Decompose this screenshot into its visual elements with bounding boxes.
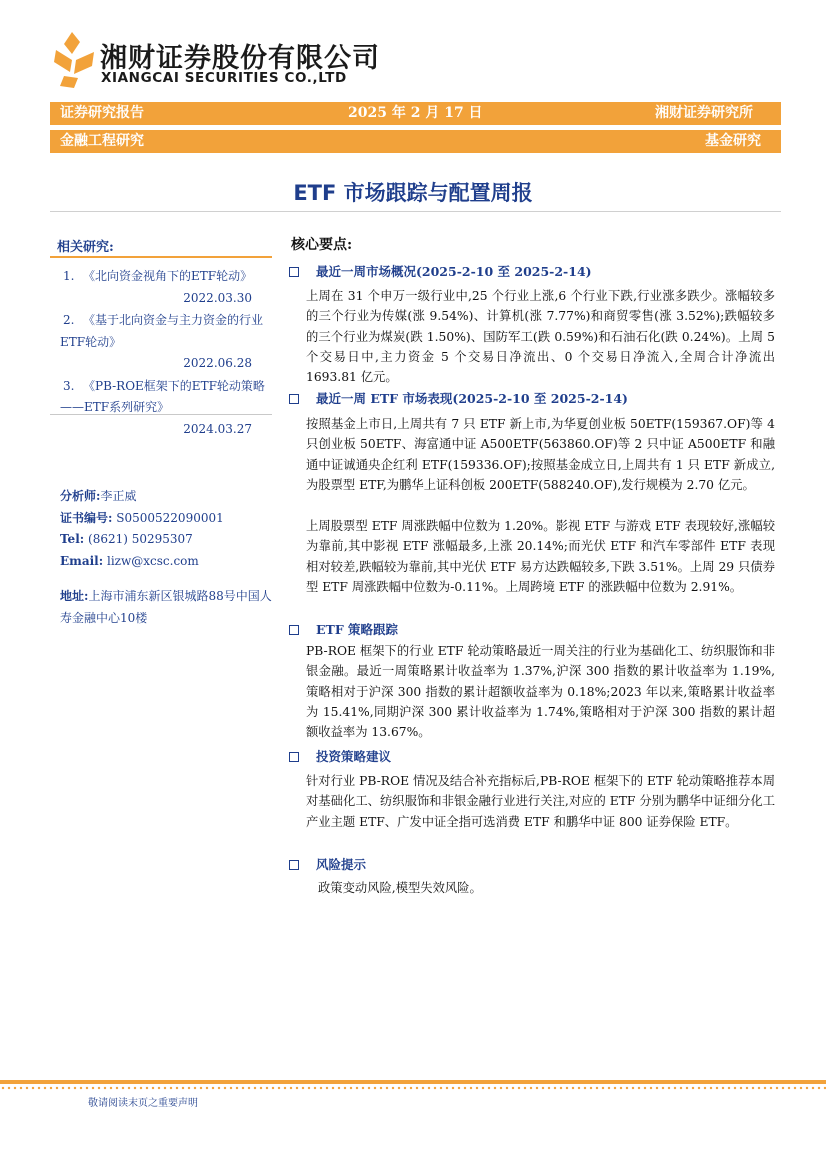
related-item-number: 1. (63, 269, 75, 283)
related-item-title: 《基于北向资金与主力资金的行业ETF轮动》 (60, 313, 264, 349)
address-label: 地址: (60, 589, 89, 603)
section-heading (289, 747, 391, 765)
tel-value: (8621) 50295307 (88, 532, 193, 546)
checkbox-bullet-icon (289, 394, 299, 404)
related-item-title: 《PB-ROE框架下的ETF轮动策略——ETF系列研究》 (60, 378, 265, 414)
section-paragraph: 上周股票型 ETF 周涨跌幅中位数为 1.20%。影视 ETF 与游戏 ETF 表现较好,涨幅较为靠前,其中影视 ETF 涨幅最多,上涨 20.14%;而光伏 ETF 和汽车零部件 ETF 表现相对较差,跌幅较为靠前,其中光伏 ETF 易方达跌幅较多,下跌 3.51%。上周 29 只债券型 ETF 周涨跌幅中位数为-0.11%。上周跨境 ETF 的涨跌幅中位数为 2.91%。 (306, 519, 775, 594)
section-paragraph: 政策变动风险,模型失效风险。 (318, 881, 482, 895)
title-divider (50, 211, 781, 212)
section-heading (289, 620, 398, 638)
footer-bar (0, 1080, 826, 1084)
checkbox-bullet-icon (289, 752, 299, 762)
list-item[interactable] (60, 266, 272, 309)
checkbox-bullet-icon (289, 625, 299, 635)
research-institute: 湘财证券研究所 (655, 105, 753, 121)
section-heading-text: 投资策略建议 (316, 749, 392, 764)
company-name-cn: 湘财证券股份有限公司 (100, 43, 380, 74)
related-item-title: 《北向资金视角下的ETF轮动》 (83, 269, 253, 283)
section-paragraph: 针对行业 PB-ROE 情况及结合补充指标后,PB-ROE 框架下的 ETF 轮动策略推荐本周对基础化工、纺织服饰和非银金融行业进行关注,对应的 ETF 分别为鹏华中证细分化工产业主题 ETF、广发中证全指可选消费 ETF 和鹏华中证 800 证券保险 ETF。 (306, 774, 775, 829)
related-item-date: 2022.06.28 (183, 356, 252, 370)
section-heading-text: 最近一周市场概况(2025-2-10 至 2025-2-14) (316, 264, 592, 279)
core-points-heading: 核心要点: (291, 237, 353, 253)
report-category: 金融工程研究 (60, 133, 144, 149)
company-logo-mark-icon (50, 30, 98, 88)
section-heading (289, 855, 366, 873)
analyst-label: 分析师: (60, 489, 101, 503)
section-heading (289, 389, 628, 407)
analyst-name: 李正威 (100, 489, 137, 503)
analyst-info (60, 486, 275, 629)
cert-value: S0500522090001 (116, 510, 224, 525)
related-item-number: 3. (63, 378, 75, 393)
section-heading-text: ETF 策略跟踪 (316, 622, 399, 637)
tel-label: Tel: (60, 532, 85, 546)
header-bar-top (50, 102, 781, 125)
footer-dot-pattern (0, 1085, 826, 1091)
related-research-heading: 相关研究: (57, 240, 114, 255)
section-heading-text: 最近一周 ETF 市场表现(2025-2-10 至 2025-2-14) (316, 391, 628, 406)
related-item-date: 2024.03.27 (183, 421, 252, 436)
header-bar-bottom (50, 130, 781, 153)
checkbox-bullet-icon (289, 860, 299, 870)
report-type: 证券研究报告 (60, 105, 144, 121)
report-subcategory: 基金研究 (705, 133, 761, 149)
list-item[interactable] (60, 376, 272, 441)
address-value: 上海市浦东新区银城路88号中国人寿金融中心10楼 (60, 589, 272, 625)
related-research-bottom-divider (50, 414, 272, 415)
section-heading (289, 262, 592, 280)
email-link[interactable]: lizw@xcsc.com (107, 553, 199, 568)
report-title: ETF 市场跟踪与配置周报 (293, 181, 533, 205)
footer-disclaimer: 敬请阅读末页之重要声明 (88, 1098, 198, 1109)
email-label: Email: (60, 553, 104, 568)
section-heading-text: 风险提示 (316, 857, 367, 872)
checkbox-bullet-icon (289, 267, 299, 277)
related-item-number: 2. (63, 313, 75, 327)
section-paragraph: 按照基金上市日,上周共有 7 只 ETF 新上市,为华夏创业板 50ETF(159367.OF)等 4 只创业板 50ETF、海富通中证 A500ETF(563860.OF)等 2 只中证 A500ETF 和融通中证诚通央企红利 ETF(159336.OF);按照基金成立日,上周共有 1 只 ETF 新成立,为股票型 ETF,为鹏华上证科创板 200ETF(588240.OF),发行规模为 2.70 亿元。 (306, 417, 775, 492)
related-research-divider (50, 256, 272, 258)
report-date: 2025 年 2 月 17 日 (348, 105, 483, 121)
section-paragraph: 上周在 31 个申万一级行业中,25 个行业上涨,6 个行业下跌,行业涨多跌少。涨幅较多的三个行业为传媒(涨 9.54%)、计算机(涨 7.77%)和商贸零售(涨 3.52%);跌幅较多的三个行业为煤炭(跌 1.50%)、国防军工(跌 0.59%)和石油石化(跌 0.24%)。上周 5 个交易日中,主力资金 5 个交易日净流出、0 个交易日净流入,全周合计净流出 1693.81 亿元。 (306, 289, 775, 385)
related-item-date: 2022.03.30 (183, 290, 252, 305)
list-item[interactable] (60, 310, 272, 375)
company-name-en: XIANGCAI SECURITIES CO.,LTD (101, 70, 347, 86)
section-paragraph: PB-ROE 框架下的行业 ETF 轮动策略最近一周关注的行业为基础化工、纺织服饰和非银金融。最近一周策略累计收益率为 1.37%,沪深 300 指数的累计收益率为 1.19%,策略相对于沪深 300 指数的累计超额收益率为 0.18%;2023 年以来,策略累计收益率为 15.41%,同期沪深 300 累计收益率为 1.74%,策略相对于沪深 300 指数的累计超额收益率为 13.67%。 (306, 644, 775, 740)
company-logo (50, 30, 380, 90)
cert-label: 证书编号: (60, 510, 113, 525)
